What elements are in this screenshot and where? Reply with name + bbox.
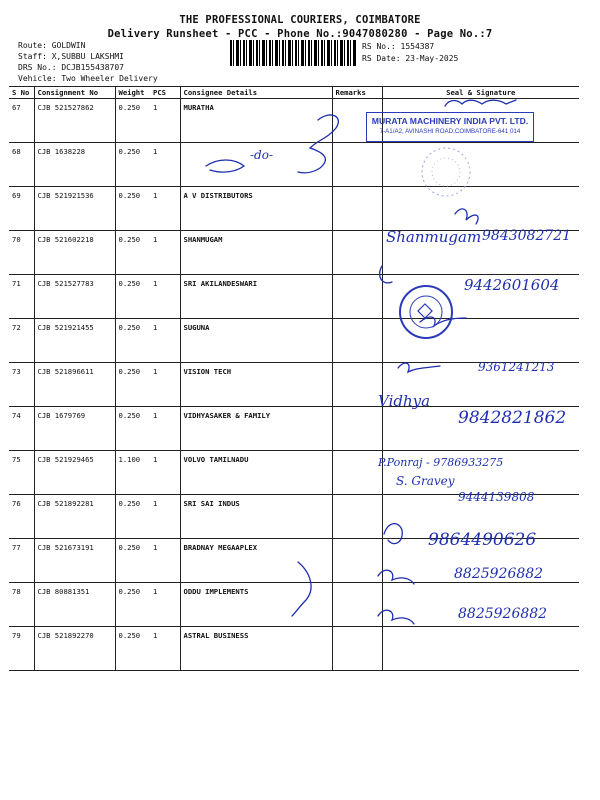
pcs-cell: 1 [150, 407, 180, 451]
signature-cell [382, 319, 579, 363]
consignee-cell: MURATHA [180, 99, 332, 143]
receiver-phone: 9843082721 [482, 228, 572, 244]
weight-cell: 0.250 [115, 583, 150, 627]
remarks-cell [332, 407, 382, 451]
pcs-cell: 1 [150, 319, 180, 363]
consignment-cell: CJB 521896611 [34, 363, 115, 407]
signature-cell [382, 187, 579, 231]
drs-number: DRS No.: DCJB155438707 [18, 63, 124, 72]
receiver-phone: 8825926882 [458, 606, 548, 622]
consignee-cell: SHANMUGAM [180, 231, 332, 275]
col-remarks: Remarks [332, 87, 382, 99]
receiver-phone: 9444139808 [458, 490, 535, 504]
stamp-company-name: MURATA MACHINERY INDIA PVT. LTD. [371, 116, 529, 126]
weight-cell: 0.250 [115, 363, 150, 407]
runsheet-table [9, 86, 579, 671]
consignee-cell: VOLVO TAMILNADU [180, 451, 332, 495]
sno-cell: 79 [9, 627, 34, 671]
col-sno: S No [9, 87, 34, 99]
pcs-cell: 1 [150, 495, 180, 539]
remarks-cell [332, 275, 382, 319]
sno-cell: 77 [9, 539, 34, 583]
pcs-cell: 1 [150, 539, 180, 583]
consignment-cell: CJB 521892270 [34, 627, 115, 671]
pcs-cell: 1 [150, 99, 180, 143]
consignment-cell: CJB 521602218 [34, 231, 115, 275]
col-seal-signature: Seal & Signature [382, 87, 579, 99]
consignment-cell: CJB 521921455 [34, 319, 115, 363]
consignment-cell: CJB 521892281 [34, 495, 115, 539]
stamp-address: 7-A1/A2, AVINASHI ROAD,COIMBATORE-641 014 [379, 128, 521, 135]
sno-cell: 78 [9, 583, 34, 627]
sno-cell: 70 [9, 231, 34, 275]
rs-number: RS No.: 1554387 [362, 42, 435, 51]
consignee-cell: ODDU IMPLEMENTS [180, 583, 332, 627]
signature-cell [382, 627, 579, 671]
receiver-phone: 9842821862 [458, 408, 567, 428]
staff-label: Staff: X,SUBBU LAKSHMI [18, 52, 124, 61]
sno-cell: 67 [9, 99, 34, 143]
sno-cell: 76 [9, 495, 34, 539]
consignment-cell: CJB 521527783 [34, 275, 115, 319]
remarks-cell [332, 319, 382, 363]
receiver-phone: 8825926882 [454, 566, 544, 582]
ditto-note: -do- [250, 148, 274, 162]
table-header-row [9, 87, 579, 99]
sno-cell: 72 [9, 319, 34, 363]
pcs-cell: 1 [150, 363, 180, 407]
company-title: THE PROFESSIONAL COURIERS, COIMBATORE [179, 14, 421, 26]
weight-cell: 0.250 [115, 407, 150, 451]
runsheet-subtitle: Delivery Runsheet - PCC - Phone No.:9047080280 - Page No.:7 [107, 28, 493, 40]
col-consignee: Consignee Details [180, 87, 332, 99]
consignment-cell: CJB 521673191 [34, 539, 115, 583]
pcs-cell: 1 [150, 143, 180, 187]
consignee-cell: VISION TECH [180, 363, 332, 407]
consignee-cell: BRADNAY MEGAAPLEX [180, 539, 332, 583]
remarks-cell [332, 231, 382, 275]
consignment-cell: CJB 521527862 [34, 99, 115, 143]
rs-date: RS Date: 23-May-2025 [362, 54, 459, 63]
weight-cell: 0.250 [115, 627, 150, 671]
weight-cell: 0.250 [115, 143, 150, 187]
consignee-cell: A V DISTRIBUTORS [180, 187, 332, 231]
receiver-phone: 9361241213 [478, 360, 555, 374]
receiver-name: S. Gravey [396, 474, 455, 488]
pcs-cell: 1 [150, 187, 180, 231]
remarks-cell [332, 187, 382, 231]
table-row [9, 187, 579, 231]
sno-cell: 75 [9, 451, 34, 495]
receiver-name: Shanmugam [386, 228, 482, 246]
col-weight: Weight [115, 87, 150, 99]
remarks-cell [332, 583, 382, 627]
receiver-name: Vidhya [378, 392, 431, 410]
sno-cell: 71 [9, 275, 34, 319]
vehicle-label: Vehicle: Two Wheeler Delivery [18, 74, 158, 83]
weight-cell: 0.250 [115, 275, 150, 319]
weight-cell: 0.250 [115, 99, 150, 143]
consignee-cell: SUGUNA [180, 319, 332, 363]
pcs-cell: 1 [150, 231, 180, 275]
remarks-cell [332, 363, 382, 407]
signature-cell [382, 143, 579, 187]
remarks-cell [332, 143, 382, 187]
company-stamp [366, 112, 534, 142]
pcs-cell: 1 [150, 275, 180, 319]
col-consignment: Consignment No [34, 87, 115, 99]
weight-cell: 1.100 [115, 451, 150, 495]
pcs-cell: 1 [150, 451, 180, 495]
barcode [230, 40, 356, 66]
sno-cell: 68 [9, 143, 34, 187]
receiver-phone: 9442601604 [464, 276, 560, 294]
remarks-cell [332, 495, 382, 539]
receiver-phone: 9864490626 [428, 530, 537, 550]
route-label: Route: GOLDWIN [18, 41, 86, 50]
consignment-cell: CJB 1679769 [34, 407, 115, 451]
consignee-cell: SRI AKILANDESWARI [180, 275, 332, 319]
table-row [9, 143, 579, 187]
consignment-cell: CJB 1638228 [34, 143, 115, 187]
sno-cell: 74 [9, 407, 34, 451]
receiver-note: P.Ponraj - 9786933275 [378, 456, 504, 469]
weight-cell: 0.250 [115, 539, 150, 583]
consignment-cell: CJB 521929465 [34, 451, 115, 495]
consignment-cell: CJB 80881351 [34, 583, 115, 627]
table-row [9, 319, 579, 363]
weight-cell: 0.250 [115, 231, 150, 275]
sno-cell: 69 [9, 187, 34, 231]
consignment-cell: CJB 521921536 [34, 187, 115, 231]
remarks-cell [332, 451, 382, 495]
col-pcs: PCS [150, 87, 180, 99]
table-row [9, 627, 579, 671]
remarks-cell [332, 627, 382, 671]
consignee-cell: VIDHYASAKER & FAMILY [180, 407, 332, 451]
pcs-cell: 1 [150, 583, 180, 627]
weight-cell: 0.250 [115, 319, 150, 363]
remarks-cell [332, 539, 382, 583]
weight-cell: 0.250 [115, 495, 150, 539]
consignee-cell: SRI SAI INDUS [180, 495, 332, 539]
sno-cell: 73 [9, 363, 34, 407]
consignee-cell: ASTRAL BUSINESS [180, 627, 332, 671]
weight-cell: 0.250 [115, 187, 150, 231]
pcs-cell: 1 [150, 627, 180, 671]
